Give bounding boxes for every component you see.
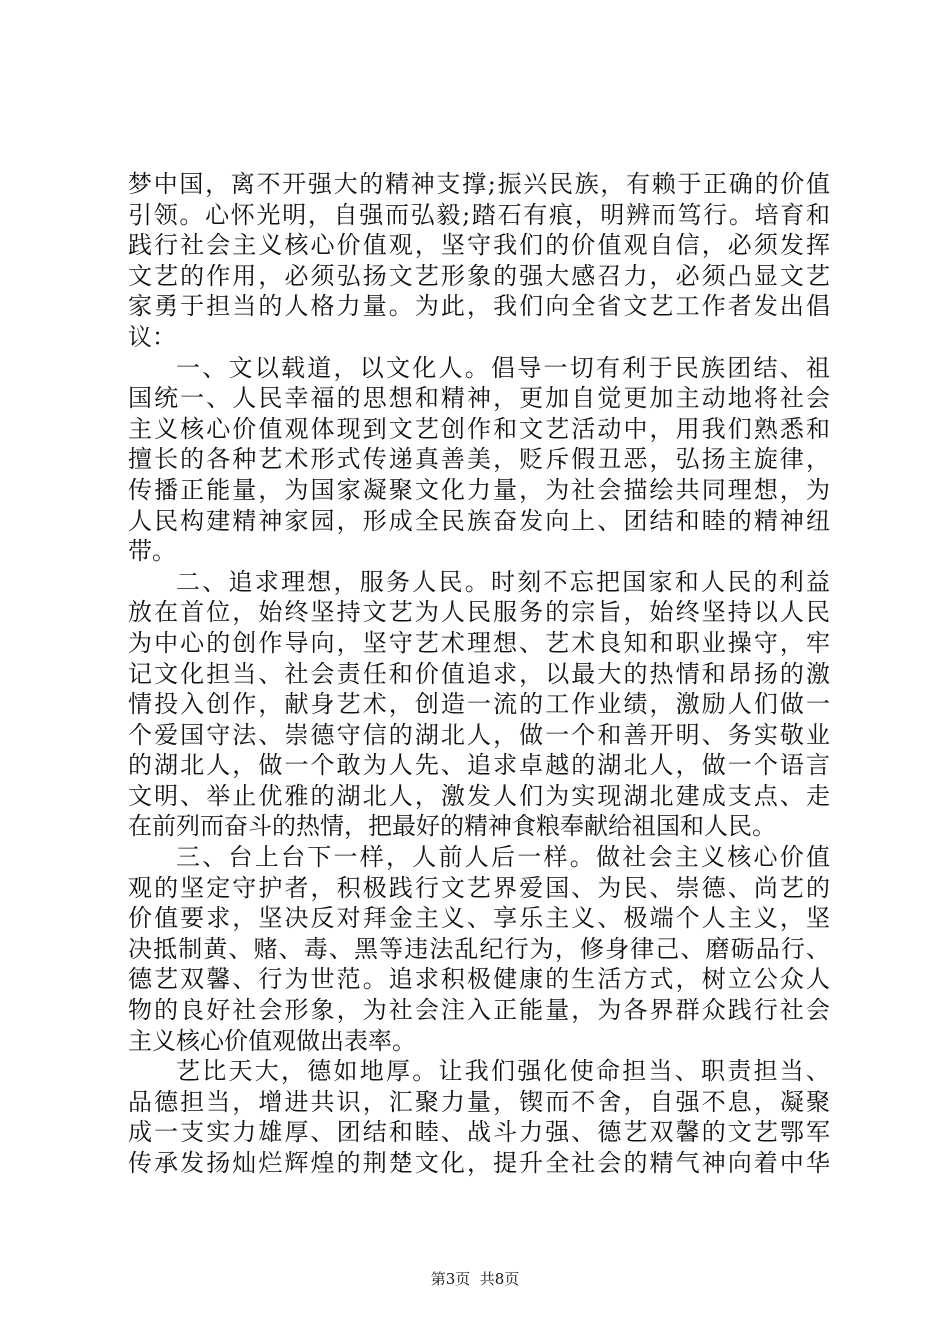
text-line: 践行社会主义核心价值观，坚守我们的价值观自信，必须发挥 (128, 231, 830, 260)
text-line: 个爱国守法、崇德守信的湖北人，做一个和善开明、务实敬业 (128, 720, 830, 749)
text-line: 决抵制黄、赌、毒、黑等违法乱纪行为，修身律己、磨砺品行、 (128, 934, 830, 963)
text-line: 为中心的创作导向，坚守艺术理想、艺术良知和职业操守，牢 (128, 628, 830, 657)
text-line: 物的良好社会形象，为社会注入正能量，为各界群众践行社会 (128, 996, 830, 1025)
text-line: 文艺的作用，必须弘扬文艺形象的强大感召力，必须凸显文艺 (128, 261, 830, 290)
text-line: 引领。心怀光明，自强而弘毅;踏石有痕，明辨而笃行。培育和 (128, 200, 830, 229)
text-line: 记文化担当、社会责任和价值追求，以最大的热情和昂扬的激 (128, 659, 830, 688)
text-line: 主义核心价值观体现到文艺创作和文艺活动中，用我们熟悉和 (128, 414, 830, 443)
text-line: 主义核心价值观做出表率。 (128, 1026, 416, 1055)
text-line: 一、文以载道，以文化人。倡导一切有利于民族团结、祖 (176, 353, 830, 382)
text-line: 传播正能量，为国家凝聚文化力量，为社会描绘共同理想，为 (128, 475, 830, 504)
text-line: 传承发扬灿烂辉煌的荆楚文化，提升全社会的精气神向着中华 (128, 1149, 830, 1177)
page-footer: 第3页 共8页 (430, 1270, 520, 1288)
text-line: 家勇于担当的人格力量。为此，我们向全省文艺工作者发出倡 (128, 292, 830, 321)
text-line: 人民构建精神家园，形成全民族奋发向上、团结和睦的精神纽 (128, 506, 830, 535)
text-line: 梦中国，离不开强大的精神支撑;振兴民族，有赖于正确的价值 (128, 170, 830, 198)
text-line: 德艺双馨、行为世范。追求积极健康的生活方式，树立公众人 (128, 965, 830, 994)
text-line: 观的坚定守护者，积极践行文艺界爱国、为民、崇德、尚艺的 (128, 873, 830, 902)
text-line: 价值要求，坚决反对拜金主义、享乐主义、极端个人主义，坚 (128, 904, 830, 933)
text-line: 文明、举止优雅的湖北人，激发人们为实现湖北建成支点、走 (128, 781, 830, 810)
text-line: 带。 (128, 537, 176, 566)
text-line: 二、追求理想，服务人民。时刻不忘把国家和人民的利益 (176, 567, 830, 596)
text-line: 品德担当，增进共识，汇聚力量，锲而不舍，自强不息，凝聚 (128, 1087, 830, 1116)
text-line: 三、台上台下一样，人前人后一样。做社会主义核心价值 (176, 843, 830, 872)
body-text (128, 169, 830, 1179)
text-line: 成一支实力雄厚、团结和睦、战斗力强、德艺双馨的文艺鄂军 (128, 1118, 830, 1147)
text-line: 议： (128, 322, 176, 351)
text-line: 擅长的各种艺术形式传递真善美，贬斥假丑恶，弘扬主旋律， (128, 445, 830, 474)
text-line: 国统一、人民幸福的思想和精神，更加自觉更加主动地将社会 (128, 384, 830, 413)
text-line: 在前列而奋斗的热情，把最好的精神食粮奉献给祖国和人民。 (128, 812, 776, 841)
text-line: 的湖北人，做一个敢为人先、追求卓越的湖北人，做一个语言 (128, 751, 830, 780)
text-line: 情投入创作，献身艺术，创造一流的工作业绩，激励人们做一 (128, 690, 830, 719)
text-line: 放在首位，始终坚持文艺为人民服务的宗旨，始终坚持以人民 (128, 598, 830, 627)
text-line: 艺比天大，德如地厚。让我们强化使命担当、职责担当、 (176, 1057, 830, 1086)
